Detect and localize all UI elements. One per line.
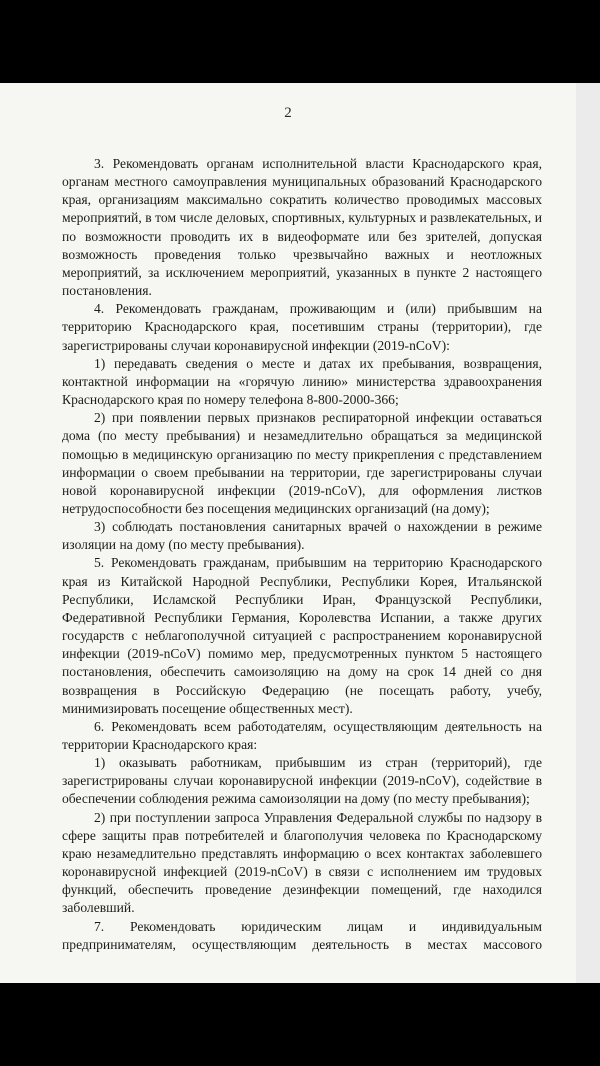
paragraph-6-item-2: 2) при поступлении запроса Управления Федеральной службы по надзору в сфере защиты прав потребителей и благополучия человека по Краснодарскому краю незамедлительно представлять информацию о всех контактах заболевшего коронавирусной инфекцией (2019-nCoV) в связи с исполнением им трудовых функций, обеспечить проведение дезинфекции помещений, где находился заболевший.	[62, 809, 542, 916]
paragraph-6: 6. Рекомендовать всем работодателям, осуществляющим деятельность на территории Краснодарского края:	[62, 718, 542, 752]
paragraph-6-item-1: 1) оказывать работникам, прибывшим из стран (территорий), где зарегистрированы случаи коронавирусной инфекции (2019-nCoV), содействие в обеспечении соблюдения режима самоизоляции на дому (по месту пребывания);	[62, 755, 542, 807]
paragraph-4: 4. Рекомендовать гражданам, проживающим и (или) прибывшим на территорию Краснодарского края, посетившим страны (территории), где зарегистрированы случаи коронавирусной инфекции (2019-nCoV):	[62, 301, 542, 353]
paragraph-4-item-3: 3) соблюдать постановления санитарных врачей о нахождении в режиме изоляции на дому (по месту пребывания).	[62, 519, 542, 553]
paragraph-5: 5. Рекомендовать гражданам, прибывшим на территорию Краснодарского края из Китайской Народной Республики, Республики Корея, Итальянской Республики, Исламской Республики Иран, Французской Республики, Федеративной Республики Германия, Королевства Испании, а также других государств с неблагополучной ситуацией с распространением коронавирусной инфекции (2019-nCoV) помимо мер, предусмотренных пунктом 5 настоящего постановления, обеспечить самоизоляцию на дому на срок 14 дней со дня возвращения в Российскую Федерацию (не посещать работу, учебу, минимизировать посещение общественных мест).	[62, 555, 542, 716]
paragraph-4-item-2: 2) при появлении первых признаков респираторной инфекции оставаться дома (по месту пребывания) и незамедлительно обращаться за медицинской помощью в медицинскую организацию по месту прикрепления с представлением информации о своем пребывании на территории, где зарегистрированы случаи новой коронавирусной инфекции (2019-nCoV), для оформления листков нетрудоспособности без посещения медицинских организаций (на дому);	[62, 410, 542, 516]
page-number: 2	[284, 105, 292, 121]
document-body	[62, 155, 542, 954]
paragraph-3: 3. Рекомендовать органам исполнительной власти Краснодарского края, органам местного самоуправления муниципальных образований Краснодарского края, организациям максимально сократить количество проводимых массовых мероприятий, в том числе деловых, спортивных, культурных и развлекательных, и по возможности проводить их в видеоформате или без зрителей, допуская возможность проведения только чрезвычайно важных и неотложных мероприятий, за исключением мероприятий, указанных в пункте 2 настоящего постановления.	[62, 156, 542, 299]
paragraph-4-item-1: 1) передавать сведения о месте и датах их пребывания, возвращения, контактной информации на «горячую линию» министерства здравоохранения Краснодарского края по номеру телефона 8-800-2000-366;	[62, 355, 542, 408]
paragraph-7: 7. Рекомендовать юридическим лицам и индивидуальным предпринимателям, осуществляющим деятельность в местах массового	[62, 918, 542, 952]
viewer-scroll-gutter	[576, 83, 600, 983]
document-page	[0, 83, 576, 983]
